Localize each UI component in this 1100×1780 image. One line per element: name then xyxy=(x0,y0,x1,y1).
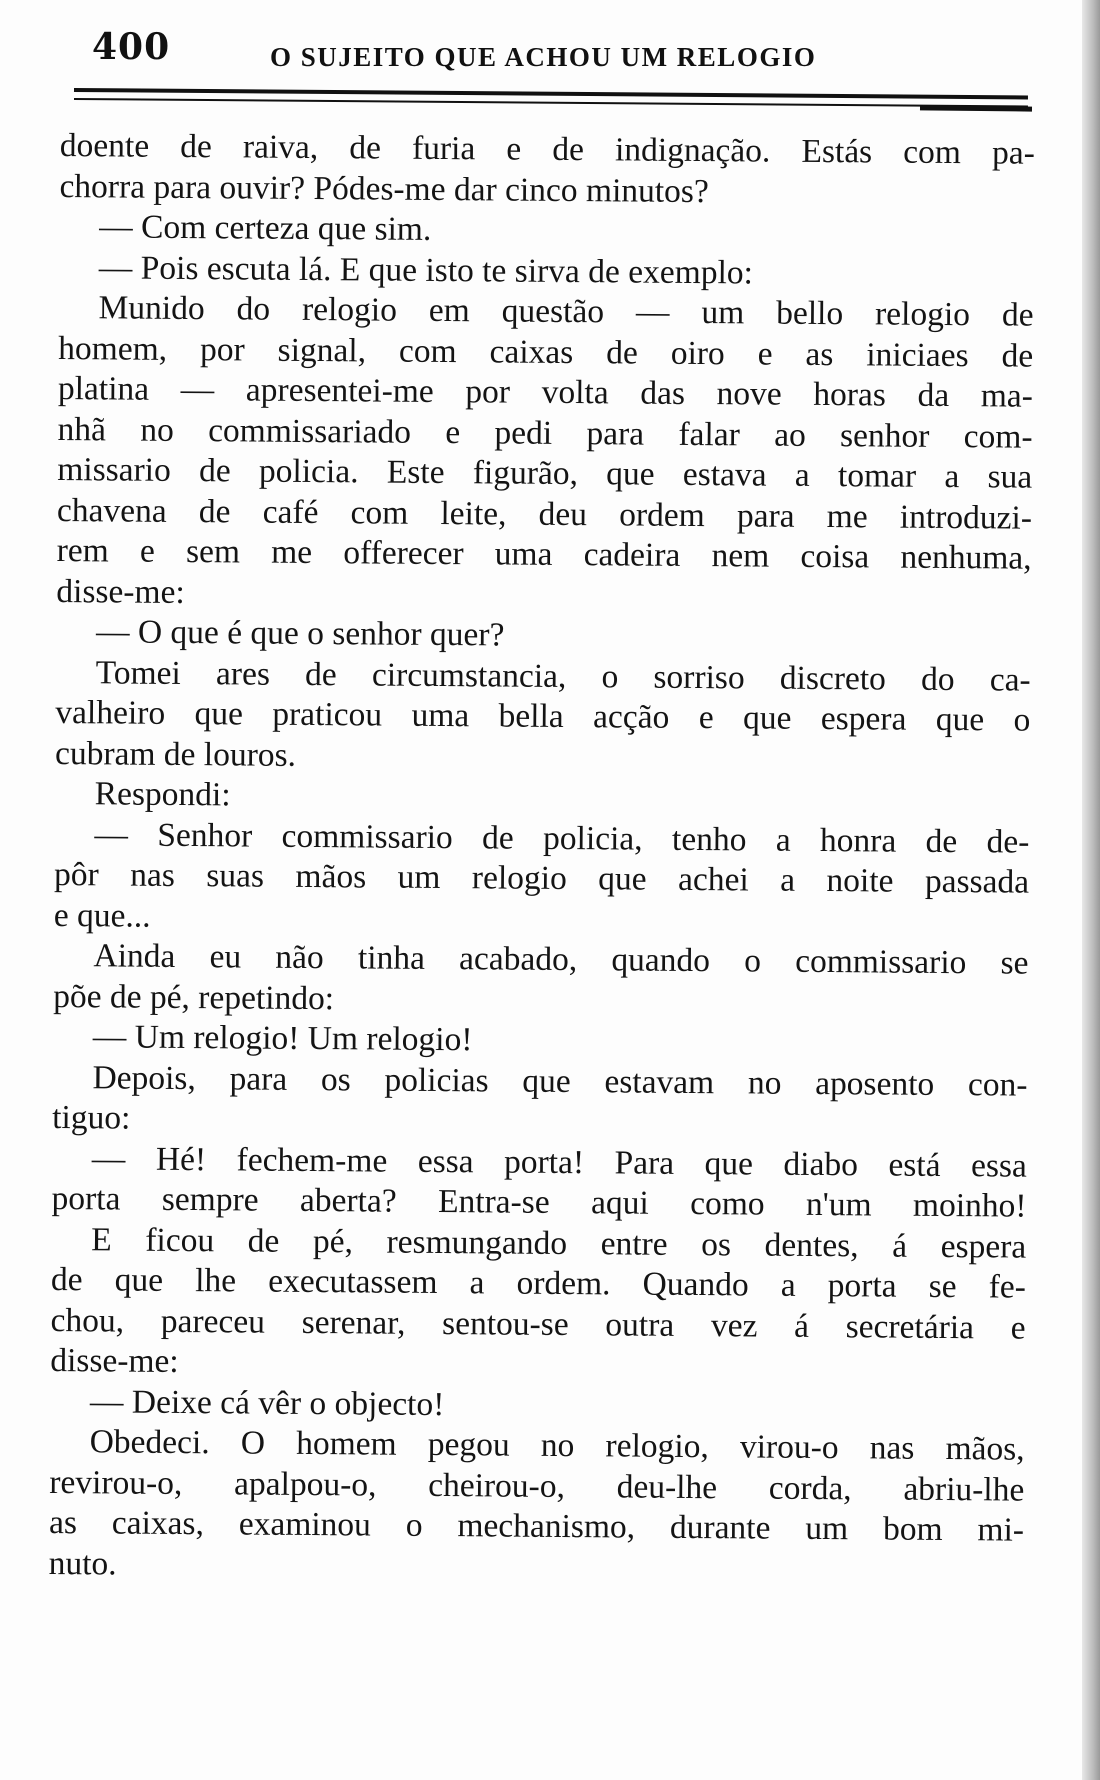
running-title: O SUJEITO QUE ACHOU UM RELOGIO xyxy=(270,42,817,72)
text-line: doente de raiva, de furia e de indignação. Estás com pa- xyxy=(59,126,1035,172)
text-line: platina — apresentei-me por volta das nove horas da ma- xyxy=(57,369,1034,415)
text-line: porta sempre aberta? Entra-se aqui como n'um moinho! xyxy=(51,1179,1027,1225)
text-line: chavena de café com leite, deu ordem para me introduzi- xyxy=(56,491,1033,537)
text-line: Depois, para os policias que estavam no aposento con- xyxy=(92,1058,1028,1104)
text-line: Tomei ares de circumstancia, o sorriso discreto do ca- xyxy=(95,653,1031,699)
header-rule-end-mark xyxy=(920,105,1032,111)
text-line: Respondi: xyxy=(94,775,231,814)
text-line: — Com certeza que sim. xyxy=(99,208,432,248)
text-line: disse-me: xyxy=(56,572,185,611)
text-line: chorra para ouvir? Pódes-me dar cinco minutos? xyxy=(59,167,709,210)
text-line: de que lhe executassem a ordem. Quando a porta se fe- xyxy=(50,1260,1027,1306)
header-rule-thick xyxy=(74,88,1028,99)
text-line: rem e sem me offerecer uma cadeira nem coisa nenhuma, xyxy=(56,531,1032,577)
page-header xyxy=(0,18,1100,88)
text-line: as caixas, examinou o mechanismo, durante um bom mi- xyxy=(48,1503,1025,1549)
text-line: pôr nas suas mãos um relogio que achei a noite passada xyxy=(53,855,1030,901)
text-line: Obedeci. O homem pegou no relogio, virou-o nas mãos, xyxy=(89,1423,1025,1468)
header-rule-thin xyxy=(74,98,1028,107)
text-line: valheiro que praticou uma bella acção e que espera que o xyxy=(55,693,1031,739)
text-line: — Um relogio! Um relogio! xyxy=(92,1018,473,1059)
text-line: missario de policia. Este figurão, que estava a tomar a sua xyxy=(57,450,1033,496)
text-line: revirou-o, apalpou-o, cheirou-o, deu-lhe corda, abriu-lhe xyxy=(49,1463,1025,1509)
text-line: e que... xyxy=(53,896,151,935)
text-line: nuto. xyxy=(48,1544,117,1582)
text-line: põe de pé, repetindo: xyxy=(53,977,335,1017)
text-line: cubram de louros. xyxy=(54,734,297,774)
text-line: E ficou de pé, resmungando entre os dentes, á espera xyxy=(91,1220,1027,1266)
text-line: chou, pareceu serenar, sentou-se outra vez á secretária e xyxy=(50,1301,1026,1347)
text-line: — Pois escuta lá. E que isto te sirva de exemplo: xyxy=(98,248,754,291)
text-line: Ainda eu não tinha acabado, quando o commissario se xyxy=(93,937,1029,982)
body-text xyxy=(49,126,1035,1592)
text-line: Munido do relogio em questão — um bello relogio de xyxy=(98,289,1034,334)
text-line: — Deixe cá vêr o objecto! xyxy=(89,1382,445,1423)
text-line: homem, por signal, com caixas de oiro e as iniciaes de xyxy=(58,329,1034,375)
text-line: tiguo: xyxy=(52,1098,131,1137)
text-line: — Senhor commissario de policia, tenho a honra de de- xyxy=(94,815,1030,861)
text-line: nhã no commissariado e pedi para falar ao senhor com- xyxy=(57,410,1033,456)
text-line: — O que é que o senhor quer? xyxy=(95,613,505,654)
text-line: — Hé! fechem-me essa porta! Para que diabo está essa xyxy=(91,1139,1028,1185)
page-number: 400 xyxy=(92,26,171,68)
text-line: disse-me: xyxy=(50,1341,179,1380)
page-edge-shadow xyxy=(1082,0,1100,1780)
